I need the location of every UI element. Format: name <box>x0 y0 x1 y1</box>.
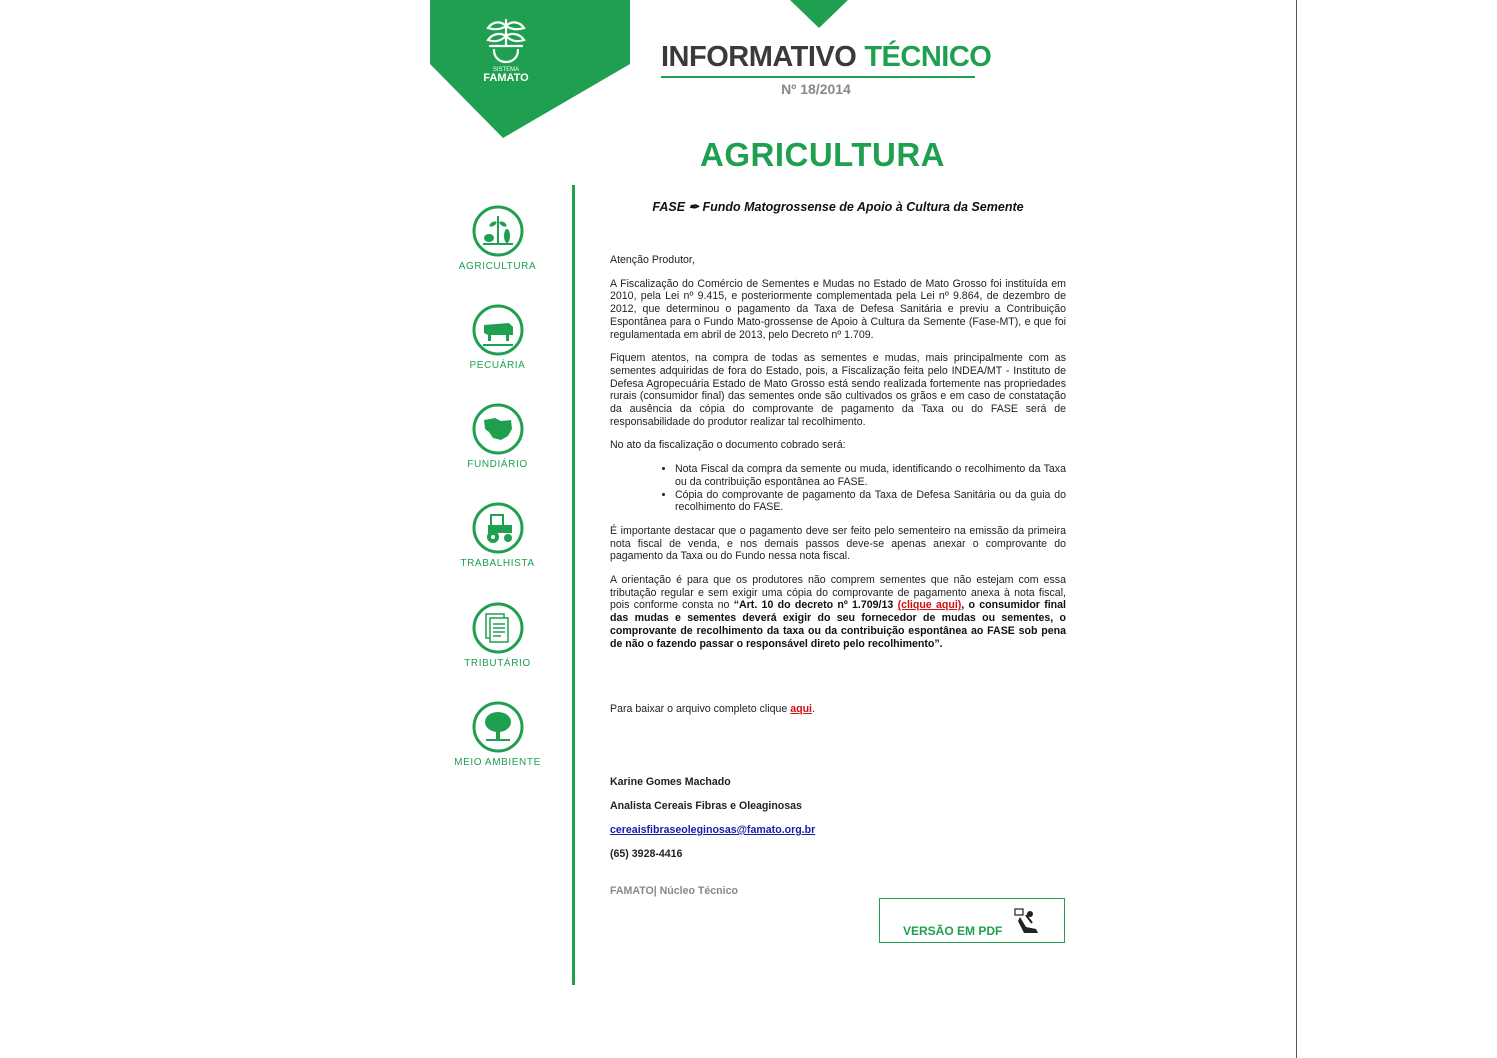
famato-logo <box>430 0 630 140</box>
paragraph-5 <box>610 574 1066 650</box>
sidebar-item-fundiario[interactable] <box>450 402 545 470</box>
land-map-icon <box>471 402 525 456</box>
sidebar-item-tributario[interactable] <box>450 601 545 669</box>
sidebar-item-agricultura[interactable] <box>450 204 545 272</box>
issue-number: Nº 18/2014 <box>781 81 851 97</box>
tractor-icon <box>471 501 525 555</box>
organization-footer: FAMATO| Núcleo Técnico <box>610 885 738 897</box>
title-tecnico: TÉCNICO <box>864 41 992 73</box>
tree-icon <box>471 700 525 754</box>
logo-text: FAMATO <box>483 72 529 84</box>
author-name: Karine Gomes Machado <box>610 776 731 788</box>
paragraph-1: A Fiscalização do Comércio de Sementes e Mudas no Estado de Mato Grosso foi instituída em 2010, pela Lei nº 9.415, e posteriormente complementada pela Lei nº 9.864, de dezembro de 2012, que determinou o pagamento da Taxa de Defesa Sanitária e previu a Contribuição Espontânea para o Fundo Mato-grossense de Apoio à Cultura da Semente (Fase-MT), e que foi regulamentada em abril de 2013, pelo Decreto nº 1.709. <box>610 277 1066 341</box>
author-phone: (65) 3928-4416 <box>610 848 683 860</box>
pdf-version-label: VERSÃO EM PDF <box>903 924 1003 938</box>
header-notch <box>790 0 850 30</box>
sidebar-item-label: TRABALHISTA <box>460 558 535 569</box>
download-end: . <box>811 703 815 715</box>
greeting: Atenção Produtor, <box>610 254 695 266</box>
sidebar-item-meio-ambiente[interactable] <box>450 700 545 768</box>
list-item: • Nota Fiscal da compra da semente ou muda, identificando o recolhimento da Taxa ou da contribuição espontânea ao FASE. <box>675 463 1066 488</box>
section-title: AGRICULTURA <box>699 136 946 173</box>
pdf-version-button[interactable] <box>879 898 1065 943</box>
title-underline <box>661 76 975 78</box>
paragraph-5-intro: A orientação é para que os produtores não comprem sementes que não estejam com essa tributação regular e sem exigir uma cópia do comprovante de pagamento anexa à nota fiscal, pois conforme consta no <box>610 574 1066 612</box>
paragraph-5-quote-start: “Art. 10 do decreto nº 1.709/13 <box>733 599 898 612</box>
sidebar-item-label: AGRICULTURA <box>458 261 537 272</box>
author-email-link[interactable]: cereaisfibraseoleginosas@famato.org.br <box>610 824 816 836</box>
list-item: • Cópia do comprovante de pagamento da Taxa de Defesa Sanitária ou da guia do recolhimento do FASE. <box>675 489 1066 514</box>
sidebar-item-label: FUNDIÁRIO <box>467 459 528 470</box>
page-title <box>661 40 992 74</box>
download-line <box>610 703 815 715</box>
paragraph-4: É importante destacar que o pagamento deve ser feito pelo sementeiro na emissão da primeira nota fiscal de venda, e nos demais passos deve-se apenas anexar o comprovante do pagamento da Taxa ou do Fundo nessa nota fiscal. <box>610 524 1066 563</box>
page-edge-rule <box>1296 0 1297 1058</box>
paragraph-5-quote-end: , o consumidor final das mudas e sementes deverá exigir do seu fornecedor de mudas ou sementes, o comprovante de recolhimento da taxa ou da contribuição espontânea ao FASE sob pena de não o fazendo passar o responsável direto pelo recolhimento”. <box>610 599 1066 650</box>
article-body <box>610 254 1066 661</box>
sidebar-item-label: MEIO AMBIENTE <box>454 757 541 768</box>
download-text: Para baixar o arquivo completo clique <box>610 703 791 715</box>
paragraph-3: No ato da fiscalização o documento cobrado será: <box>610 439 846 452</box>
svg-text:SISTEMA: SISTEMA <box>492 67 520 73</box>
sidebar-item-pecuaria[interactable] <box>450 303 545 371</box>
sidebar-item-label: TRIBUTÁRIO <box>464 658 531 669</box>
sidebar-item-label: PECUÁRIA <box>469 360 526 371</box>
required-documents-list <box>610 463 1066 514</box>
documents-icon <box>471 601 525 655</box>
sidebar-item-trabalhista[interactable] <box>450 501 545 569</box>
livestock-icon <box>471 303 525 357</box>
pdf-reader-icon <box>1012 907 1042 935</box>
sidebar-divider <box>572 185 575 985</box>
agriculture-icon <box>471 204 525 258</box>
download-link[interactable]: aqui <box>790 703 812 715</box>
article-subtitle: FASE ✒ Fundo Matogrossense de Apoio à Cultura da Semente <box>652 200 1024 214</box>
title-informativo: INFORMATIVO <box>661 41 857 73</box>
paragraph-2: Fiquem atentos, na compra de todas as sementes e mudas, mais principalmente com as sementes adquiridas de fora do Estado, pois, a Fiscalização feita pelo INDEA/MT - Instituto de Defesa Agropecuária Estado de Mato Grosso está sendo realizada fortemente nas propriedades rurais (consumidor final) das sementes onde são cultivados os grãos e em caso de constatação da ausência da cópia do comprovante de pagamento da Taxa ou do FASE será de responsabilidade do produtor realizar tal recolhimento. <box>610 352 1066 428</box>
decree-link[interactable]: (clique aqui) <box>897 599 962 612</box>
author-role: Analista Cereais Fibras e Oleaginosas <box>610 800 802 812</box>
